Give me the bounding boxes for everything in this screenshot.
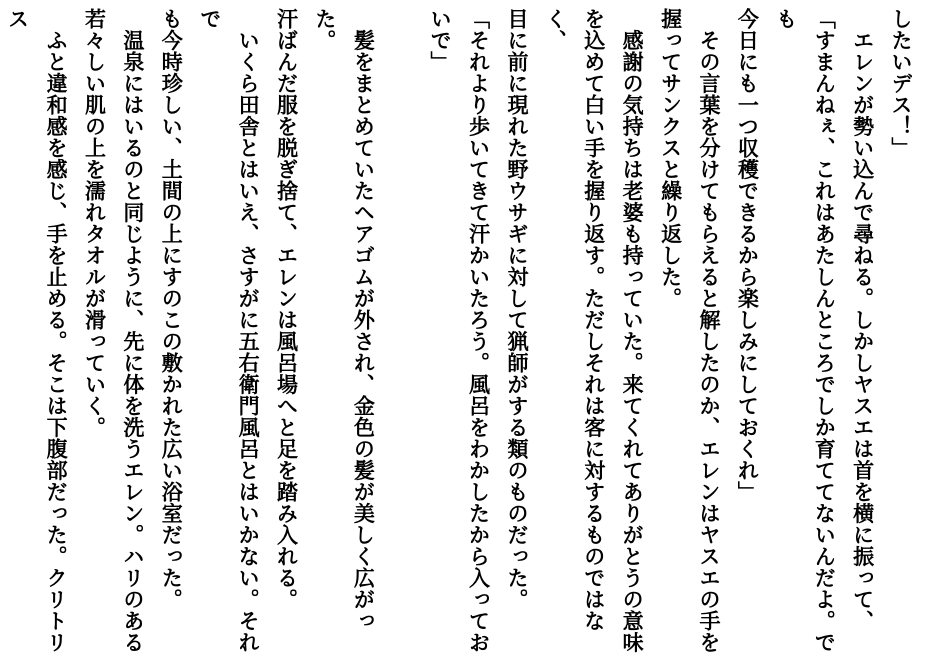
text-line: その言葉を分けてもらえると解したのか、エレンはヤスエの手を bbox=[696, 8, 721, 653]
text-line: を込めて白い手を握り返す。ただしそれは客に対するものではなく、 bbox=[543, 8, 606, 632]
text-line: 「それより歩いてきて汗かいたろう。風呂をわかしたから入ってお bbox=[466, 8, 491, 653]
text-line: したいデス！」 bbox=[889, 8, 913, 159]
text-line: 若々しい肌の上を濡れタオルが滑っていく。 bbox=[82, 8, 107, 438]
text-line: 握ってサンクスと繰り返した。 bbox=[658, 8, 683, 309]
text-line: 今日にも一つ収穫できるから楽しみにしておくれ」 bbox=[735, 8, 760, 503]
vertical-text-body bbox=[5, 8, 920, 654]
text-line: 感謝の気持ちは老婆も持っていた。来てくれてありがとうの意味 bbox=[620, 8, 645, 653]
text-line: いくら田舎とはいえ、さすがに五右衛門風呂とはいかない。それで bbox=[197, 8, 261, 653]
paragraph-gap bbox=[382, 8, 420, 654]
text-line: も今時珍しい、土間の上にすのこの敷かれた広い浴室だった。 bbox=[159, 8, 184, 610]
text-line: いで」 bbox=[428, 8, 453, 73]
text-line: 「すまんねぇ、これはあたしんところでしか育ててないんだよ。でも bbox=[773, 8, 837, 653]
text-line: 温泉にはいるのと同じように、先に体を洗うエレン。ハリのある bbox=[120, 8, 145, 653]
text-line: エレンが勢い込んで尋ねる。しかしヤスエは首を横に振って、 bbox=[850, 8, 875, 632]
text-line: ふと違和感を感じ、手を止める。そこは下腹部だった。クリトリス bbox=[5, 8, 69, 653]
text-line: 目に前に現れた野ウサギに対して猟師がする類のものだった。 bbox=[504, 8, 529, 610]
text-line: 汗ばんだ服を脱ぎ捨て、エレンは風呂場へと足を踏み入れる。 bbox=[274, 8, 299, 610]
text-line: 髪をまとめていたヘアゴムが外され、金色の髪が美しく広がった。 bbox=[312, 8, 376, 632]
